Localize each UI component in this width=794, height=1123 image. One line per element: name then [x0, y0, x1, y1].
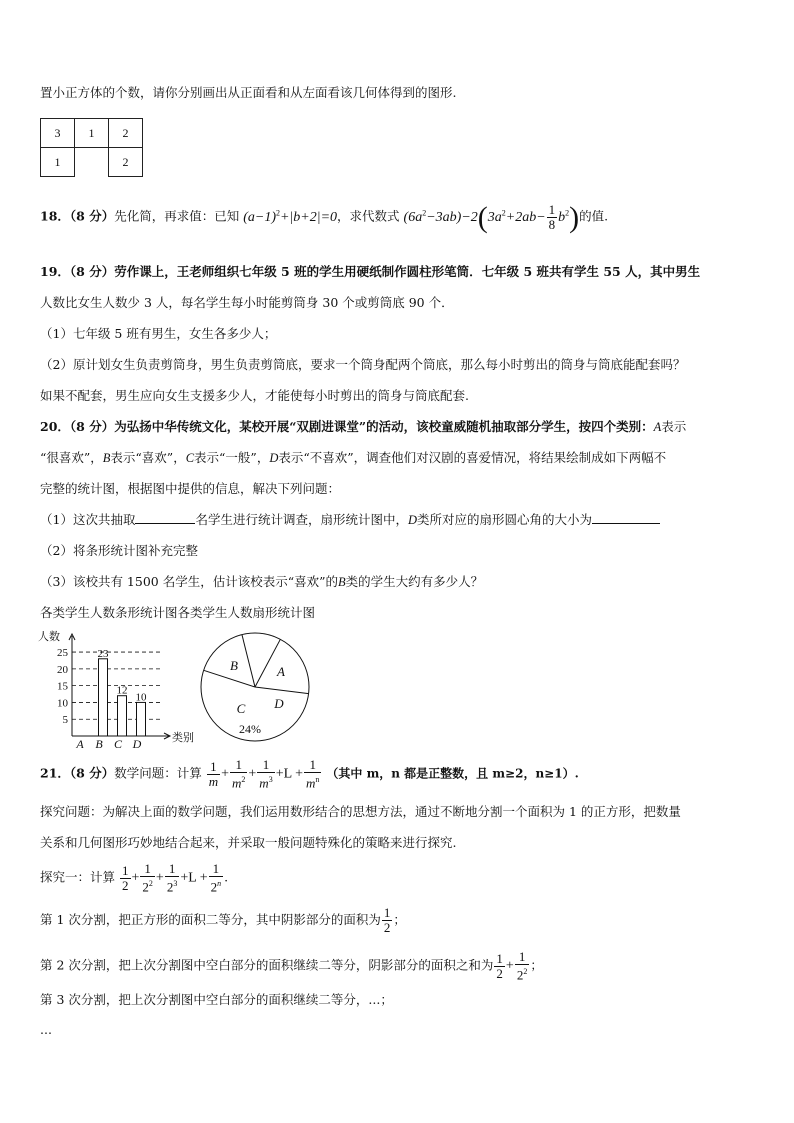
q19-sub2b: 如果不配套，男生应向女生支援多少人，才能使每小时剪出的筒身与筒底配套. — [40, 388, 469, 403]
q20-sub2: （2）将条形统计图补充完整 — [40, 543, 198, 558]
answer-blank[interactable] — [135, 511, 195, 524]
grid-cell: 2 — [109, 148, 143, 177]
grid-cell: 1 — [75, 119, 109, 148]
bar-B — [99, 659, 108, 736]
x-axis-label: 类别 — [172, 731, 194, 744]
q18-text-c: 的值. — [579, 208, 609, 224]
bar-value-label: 10 — [135, 691, 147, 704]
pie-label-C: C — [236, 701, 246, 716]
x-tick-label: B — [95, 737, 103, 748]
y-tick-label: 10 — [57, 697, 68, 710]
q21-step2: 第 2 次分割，把上次分割图中空白部分的面积继续二等分，阴影部分的面积之和为 $\frac{1}{2}$ + $\frac{1}{2^2}$ ； — [40, 949, 543, 983]
bar-value-label: 12 — [116, 684, 128, 697]
q20-line3: 完整的统计图，根据图中提供的信息，解决下列问题： — [40, 481, 341, 496]
grid-cell: 1 — [41, 148, 75, 177]
x-tick-label: A — [76, 737, 84, 748]
q18-text-b: ，求代数式 — [337, 208, 400, 224]
y-tick-label: 25 — [57, 647, 68, 660]
y-tick-label: 20 — [57, 663, 68, 676]
q21-p2: 关系和几何图形巧妙地结合起来，并采取一般问题特殊化的策略来进行探究. — [40, 835, 457, 850]
q21-dots: ... — [40, 1022, 52, 1037]
q19-line2: 人数比女生人数少 3 人，每名学生每小时能剪筒身 30 个或剪筒底 90 个． — [40, 295, 454, 310]
q21-step3: 第 3 次分割，把上次分割图中空白部分的面积继续二等分，...； — [40, 992, 393, 1007]
pie-label-A: A — [277, 664, 285, 679]
pie-chart — [196, 627, 316, 747]
y-tick-label: 5 — [62, 714, 68, 727]
q18-condition: $(a-1)^2+|b+2|=0$ — [243, 208, 338, 225]
y-tick-label: 15 — [57, 680, 68, 693]
q20-line1: 20．（8 分）为弘扬中华传统文化，某校开展“双剧进课堂”的活动，该校童威随机抽取部分学生，按四个类别：A表示 — [40, 419, 687, 434]
x-tick-label: D — [132, 737, 142, 748]
answer-blank[interactable] — [592, 511, 660, 524]
q19-sub2: （2）原计划女生负责剪筒身，男生负责剪筒底，要求一个筒身配两个筒底，那么每小时剪出的筒身与筒底能配套吗？ — [40, 357, 686, 372]
bar-C — [118, 696, 127, 736]
q21-line1: 21．（8 分）数学问题：计算 $\frac{1}{m}$ + $\frac{1}{m^2}$ + $\frac{1}{m^3}$ +L + $\frac{1}{m^n}$ （其中 m，n 都是正整数，且 m≥2，n≥1）. — [40, 757, 579, 791]
bar-value-label: 23 — [97, 647, 109, 660]
grid-cell-empty — [75, 148, 109, 177]
q18-text: 先化简，再求值：已知 — [114, 208, 240, 224]
q21-step1: 第 1 次分割，把正方形的面积二等分，其中阴影部分的面积为 $\frac{1}{2}$ ； — [40, 905, 406, 935]
cube-count-grid — [40, 118, 143, 177]
grid-cell: 3 — [41, 119, 75, 148]
q18-expression: $(6a^2-3ab)-2(3a^2+2ab-$ $\frac{1}{8}$ $b^2$) — [403, 200, 580, 234]
q20-sub3: （3）该校共有 1500 名学生，估计该校表示“喜欢”的B类的学生大约有多少人？ — [40, 574, 484, 589]
q18-number: 18．（8 分） — [40, 208, 115, 224]
q21-explore1: 探究一：计算 $\frac{1}{2}$ + $\frac{1}{2^2}$ + $\frac{1}{2^3}$ +L + $\frac{1}{2^n}$ . — [40, 861, 229, 895]
bar-chart — [36, 628, 206, 748]
q20-sub1: （1）这次共抽取 名学生进行统计调查，扇形统计图中，D类所对应的扇形圆心角的大小为 — [40, 510, 660, 528]
charts-caption: 各类学生人数条形统计图各类学生人数扇形统计图 — [40, 605, 316, 620]
q19-line1: 19．（8 分）劳作课上，王老师组织七年级 5 班的学生用硬纸制作圆柱形笔筒．七年级 5 班共有学生 55 人，其中男生 — [40, 264, 701, 279]
pie-percent-label: 24% — [239, 722, 261, 736]
y-axis-label: 人数 — [38, 630, 60, 643]
bar-D — [137, 702, 146, 736]
question-18 — [40, 200, 609, 234]
q19-sub1: （1）七年级 5 班有男生，女生各多少人； — [40, 326, 277, 341]
q21-p1: 探究问题：为解决上面的数学问题，我们运用数形结合的思想方法，通过不断地分割一个面积为 1 的正方形，把数量 — [40, 804, 681, 819]
x-tick-label: C — [113, 737, 123, 748]
pie-label-B: B — [230, 658, 238, 673]
intro-line: 置小正方体的个数，请你分别画出从正面看和从左面看该几何体得到的图形. — [40, 85, 457, 100]
grid-cell: 2 — [109, 119, 143, 148]
pie-label-D: D — [274, 696, 284, 711]
q20-line2: “很喜欢”，B表示“喜欢”，C表示“一般”，D表示“不喜欢”，调查他们对汉剧的喜爱情况，将结果绘制成如下两幅不 — [40, 450, 667, 465]
